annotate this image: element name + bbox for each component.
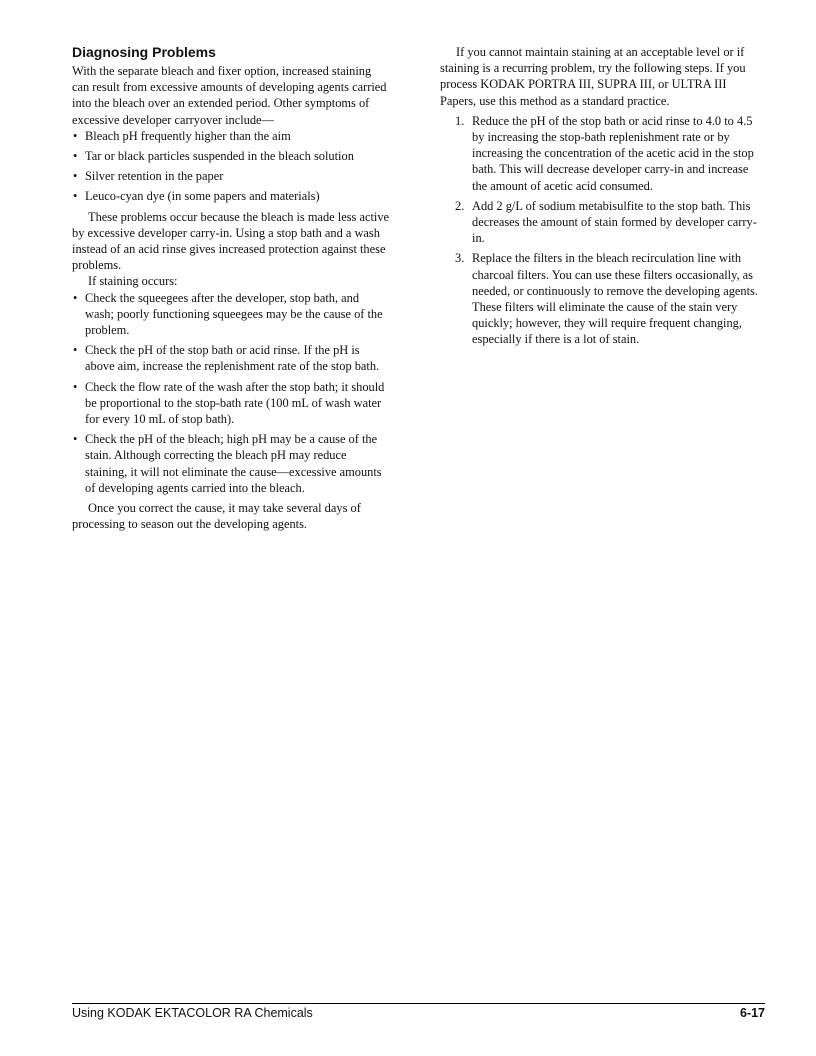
step-item (440, 250, 760, 347)
step-text: Replace the filters in the bleach recirculation line with charcoal filters. You can use these filters occasionally, as needed, or continuously to remove the developing agents. These filters will eliminate the cause of the stain very quickly; however, they will require frequent changing, especially if there is a lot of stain. (472, 251, 758, 347)
checks-list (72, 290, 391, 496)
intro-paragraph: With the separate bleach and fixer option, increased staining can result from excessive amounts of developing agents carried into the bleach over an extended period. Other symptoms of excessive developer carryover include— (72, 64, 387, 127)
if-staining-label: If staining occurs: (88, 274, 178, 289)
step-text: Reduce the pH of the stop bath or acid rinse to 4.0 to 4.5 by increasing the stop-bath replenishment rate or by increasing the concentration of the acetic acid in the stop bath. This will decrease developer carry-in and increase the amount of acetic acid consumed. (472, 113, 754, 193)
steps-list (440, 113, 760, 348)
closing-paragraph: Once you correct the cause, it may take several days of processing to season out the developing agents. (72, 501, 361, 532)
step-text: Add 2 g/L of sodium metabisulfite to the stop bath. This decreases the amount of stain formed by developer carry-in. (472, 198, 757, 246)
page-number: 6-17 (739, 1006, 765, 1020)
symptoms-list (72, 128, 391, 205)
symptom-item: • Leuco-cyan dye (in some papers and materials) (72, 188, 391, 204)
section-heading: Diagnosing Problems (72, 44, 216, 60)
step-number: 2. (455, 198, 465, 213)
symptom-item: • Silver retention in the paper (72, 168, 391, 184)
footer-divider (72, 1003, 765, 1004)
step-number: 1. (455, 113, 465, 128)
left-column (72, 44, 391, 532)
footer-title: Using KODAK EKTACOLOR RA Chemicals (72, 1006, 313, 1020)
symptom-item: • Bleach pH frequently higher than the aim (72, 128, 391, 144)
right-column (440, 44, 760, 348)
check-item: • Check the flow rate of the wash after the stop bath; it should be proportional to the stop-bath rate (100 mL of wash water for every 10 mL of stop bath). (72, 379, 391, 428)
explanation-paragraph: These problems occur because the bleach is made less active by excessive developer carry-in. Using a stop bath and a wash instead of an acid rinse gives increased protection against these problems. (72, 209, 390, 273)
step-item (440, 198, 760, 247)
check-item: • Check the squeegees after the developer, stop bath, and wash; poorly functioning squeegees may be the cause of the problem. (72, 290, 391, 339)
check-item: • Check the pH of the bleach; high pH may be a cause of the stain. Although correcting the bleach pH may reduce staining, it will not eliminate the cause—excessive amounts of developing agents carried into the bleach. (72, 431, 391, 496)
check-item: • Check the pH of the stop bath or acid rinse. If the pH is above aim, increase the replenishment rate of the stop bath. (72, 342, 391, 374)
step-number: 3. (455, 251, 465, 266)
right-intro-paragraph: If you cannot maintain staining at an acceptable level or if staining is a recurring problem, try the following steps. If you process KODAK PORTRA III, SUPRA III, or ULTRA III Papers, use this method as a standard practice. (440, 45, 746, 108)
symptom-item: • Tar or black particles suspended in the bleach solution (72, 148, 391, 164)
step-item (440, 113, 760, 194)
